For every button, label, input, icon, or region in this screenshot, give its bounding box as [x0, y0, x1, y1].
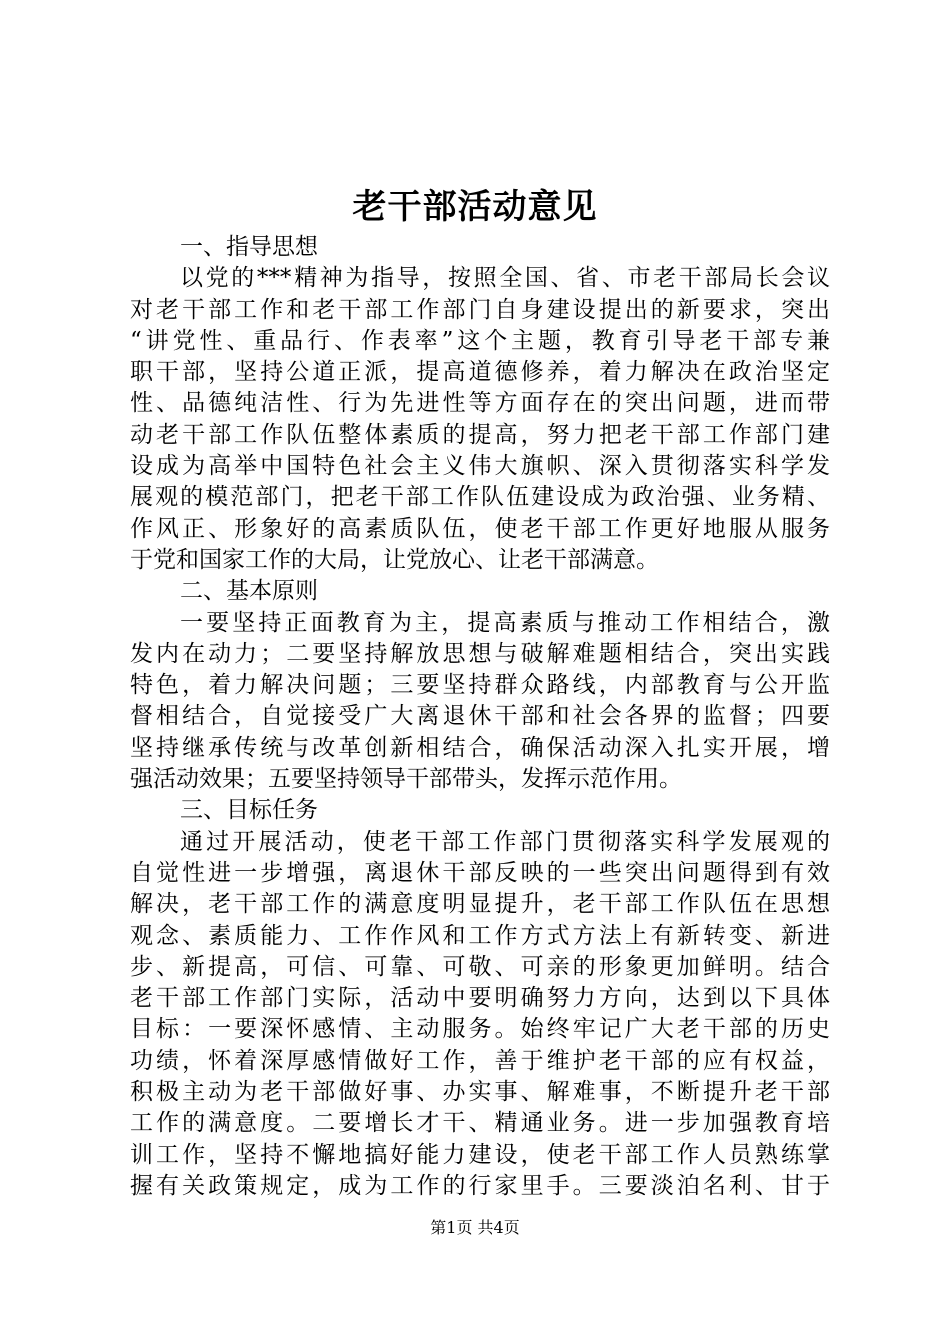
paragraph-line: 老干部工作部门实际，活动中要明确努力方向，达到以下具体 — [130, 985, 830, 1012]
paragraph-line: 展观的模范部门，把老干部工作队伍建设成为政治强、业务精、 — [130, 484, 830, 511]
paragraph-line: 强活动效果；五要坚持领导干部带头，发挥示范作用。 — [130, 766, 682, 793]
paragraph-line: “讲党性、重品行、作表率”这个主题，教育引导老干部专兼 — [130, 327, 830, 354]
paragraph-line: 工作的满意度。二要增长才干、精通业务。进一步加强教育培 — [130, 1110, 830, 1137]
paragraph-line: 动老干部工作队伍整体素质的提高，努力把老干部工作部门建 — [130, 421, 830, 448]
paragraph-line: 特色，着力解决问题；三要坚持群众路线，内部教育与公开监 — [130, 672, 830, 699]
paragraph-line: 设成为高举中国特色社会主义伟大旗帜、深入贯彻落实科学发 — [130, 453, 830, 480]
paragraph-line: 功绩，怀着深厚感情做好工作，善于维护老干部的应有权益， — [130, 1047, 830, 1074]
section-heading: 一、指导思想 — [180, 234, 318, 260]
paragraph-line: 观念、素质能力、工作作风和工作方式方法上有新转变、新进 — [130, 922, 830, 949]
paragraph-line: 一要坚持正面教育为主，提高素质与推动工作相结合，激 — [180, 609, 830, 636]
paragraph-line: 积极主动为老干部做好事、办实事、解难事，不断提升老干部 — [130, 1079, 830, 1106]
paragraph-line: 坚持继承传统与改革创新相结合，确保活动深入扎实开展，增 — [130, 734, 830, 761]
document-body — [130, 232, 830, 1202]
section-heading: 二、基本原则 — [180, 578, 318, 605]
paragraph-line: 步、新提高，可信、可靠、可敬、可亲的形象更加鲜明。结合 — [130, 953, 830, 980]
paragraph-line: 通过开展活动，使老干部工作部门贯彻落实科学发展观的 — [180, 828, 830, 855]
paragraph-line: 以党的***精神为指导，按照全国、省、市老干部局长会议 — [180, 265, 830, 292]
paragraph-line: 职干部，坚持公道正派，提高道德修养，着力解决在政治坚定 — [130, 359, 830, 386]
document-title: 老干部活动意见 — [352, 187, 598, 227]
paragraph-line: 对老干部工作和老干部工作部门自身建设提出的新要求，突出 — [130, 296, 830, 323]
paragraph-line: 性、品德纯洁性、行为先进性等方面存在的突出问题，进而带 — [130, 390, 830, 417]
paragraph-line: 发内在动力；二要坚持解放思想与破解难题相结合，突出实践 — [130, 640, 830, 667]
paragraph-line: 督相结合，自觉接受广大离退休干部和社会各界的监督；四要 — [130, 703, 830, 730]
paragraph-line: 于党和国家工作的大局，让党放心、让老干部满意。 — [130, 546, 659, 573]
paragraph-line: 握有关政策规定，成为工作的行家里手。三要淡泊名利、甘于 — [130, 1172, 830, 1199]
paragraph-line: 解决，老干部工作的满意度明显提升，老干部工作队伍在思想 — [130, 891, 830, 918]
paragraph-line: 自觉性进一步增强，离退休干部反映的一些突出问题得到有效 — [130, 859, 830, 886]
section-heading: 三、目标任务 — [180, 797, 318, 824]
page-number-footer: 第1页 共4页 — [430, 1218, 520, 1237]
paragraph-line: 作风正、形象好的高素质队伍，使老干部工作更好地服从服务 — [130, 515, 830, 542]
paragraph-line: 训工作，坚持不懈地搞好能力建设，使老干部工作人员熟练掌 — [130, 1141, 830, 1168]
paragraph-line: 目标：一要深怀感情、主动服务。始终牢记广大老干部的历史 — [130, 1016, 830, 1043]
